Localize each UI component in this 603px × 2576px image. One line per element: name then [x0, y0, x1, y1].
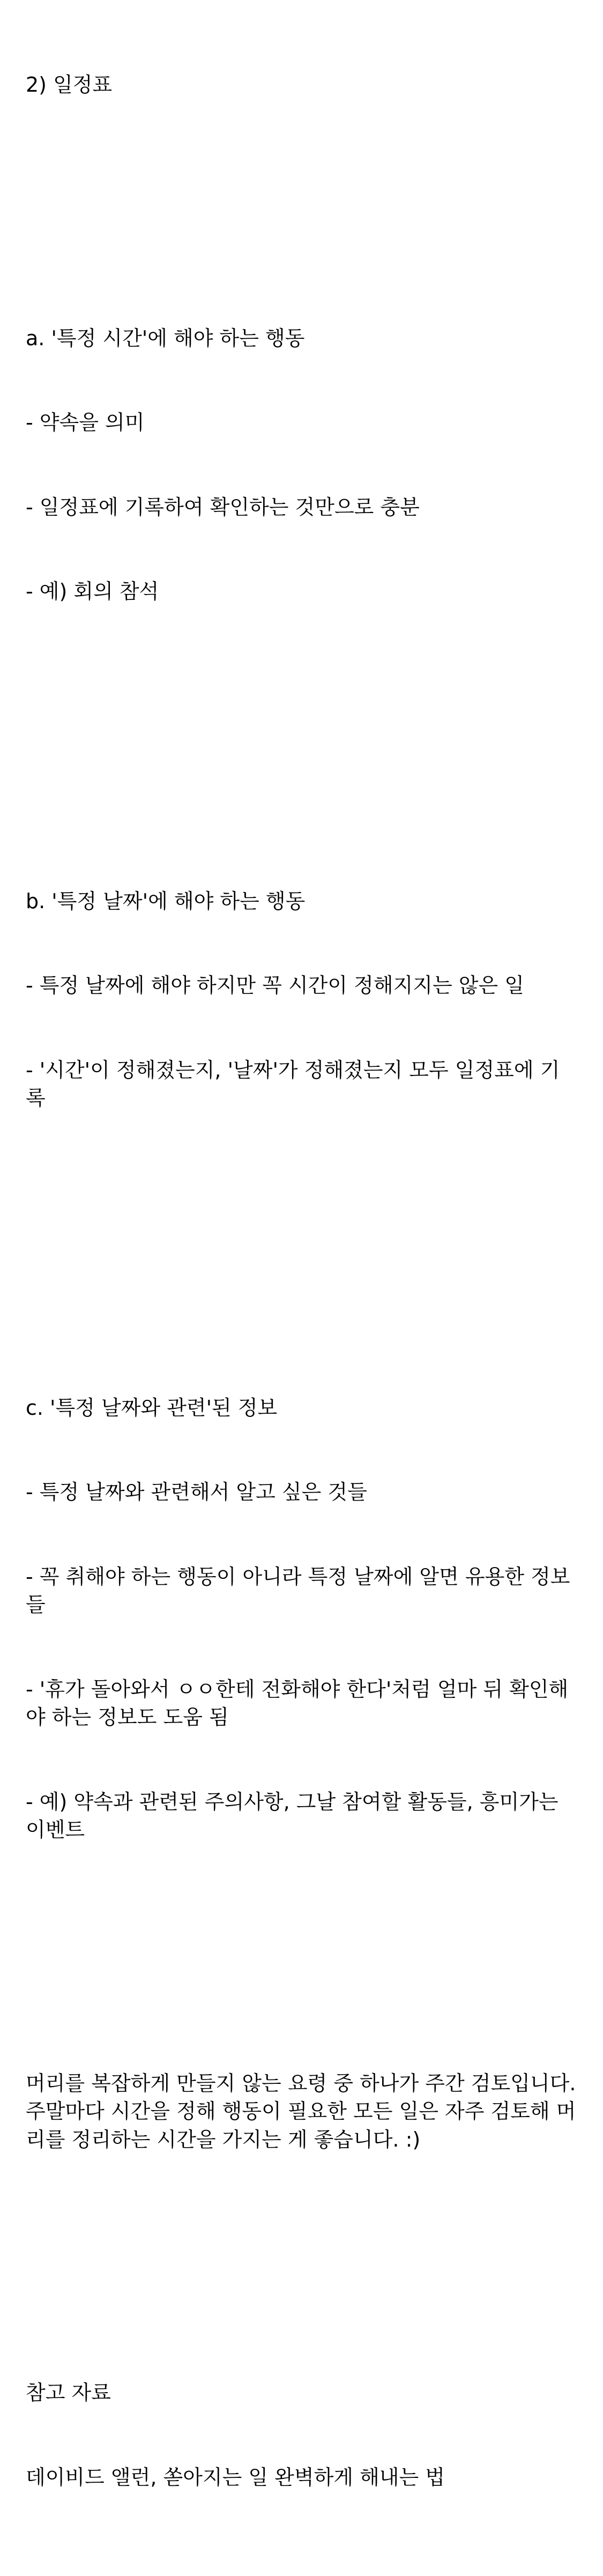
list-item: - 특정 날짜에 해야 하지만 꼭 시간이 정해지지는 않은 일 [26, 974, 525, 997]
reference-text: 데이비드 앨런, 쏟아지는 일 완벽하게 해내는 법 [26, 2465, 445, 2489]
section-b [26, 831, 594, 1169]
section-heading: a. '특정 시간'에 해야 하는 행동 [26, 326, 305, 350]
list-item: - '시간'이 정해졌는지, '날짜'가 정해졌는지 모두 일정표에 기 록 [26, 1058, 560, 1110]
spacer [26, 155, 594, 184]
section-a [26, 268, 594, 662]
section-heading: b. '특정 날짜'에 해야 하는 행동 [26, 889, 306, 913]
spacer [26, 1957, 594, 1985]
section-heading: c. '특정 날짜와 관련'된 정보 [26, 1395, 278, 1420]
list-item: - 예) 약속과 관련된 주의사항, 그날 참여할 활동들, 흥미가는 이벤트 [26, 1790, 559, 1842]
conclusion-paragraph: 머리를 복잡하게 만들지 않는 요령 중 하나가 주간 검토입니다. 주말마다 시간을 정해 행동이 필요한 모든 일은 자주 검토해 머 리를 정리하는 시간을 가지는 게 좋습니다. :) [26, 2071, 576, 2151]
spacer [26, 1225, 594, 1253]
spacer [26, 718, 594, 747]
list-item: - 약속을 의미 [26, 411, 145, 434]
list-item: - 예) 회의 참석 [26, 580, 159, 603]
spacer [26, 2210, 594, 2238]
document-title: 2) 일정표 [26, 73, 113, 96]
list-item: - 일정표에 기록하여 확인하는 것만으로 충분 [26, 495, 420, 519]
list-item: - 꼭 취해야 하는 행동이 아니라 특정 날짜에 알면 유용한 정보 들 [26, 1564, 570, 1616]
reference-heading: 참고 자료 [26, 2381, 111, 2404]
reference-section [26, 2322, 594, 2548]
list-item: - 특정 날짜와 관련해서 알고 싶은 것들 [26, 1480, 367, 1504]
section-c [26, 1338, 594, 1901]
document-body [26, 14, 594, 2576]
list-item: - '휴가 돌아와서 ㅇㅇ한테 전화해야 한다'처럼 얼마 뒤 확인해 야 하는 정보도 도움 됨 [26, 1677, 569, 1729]
